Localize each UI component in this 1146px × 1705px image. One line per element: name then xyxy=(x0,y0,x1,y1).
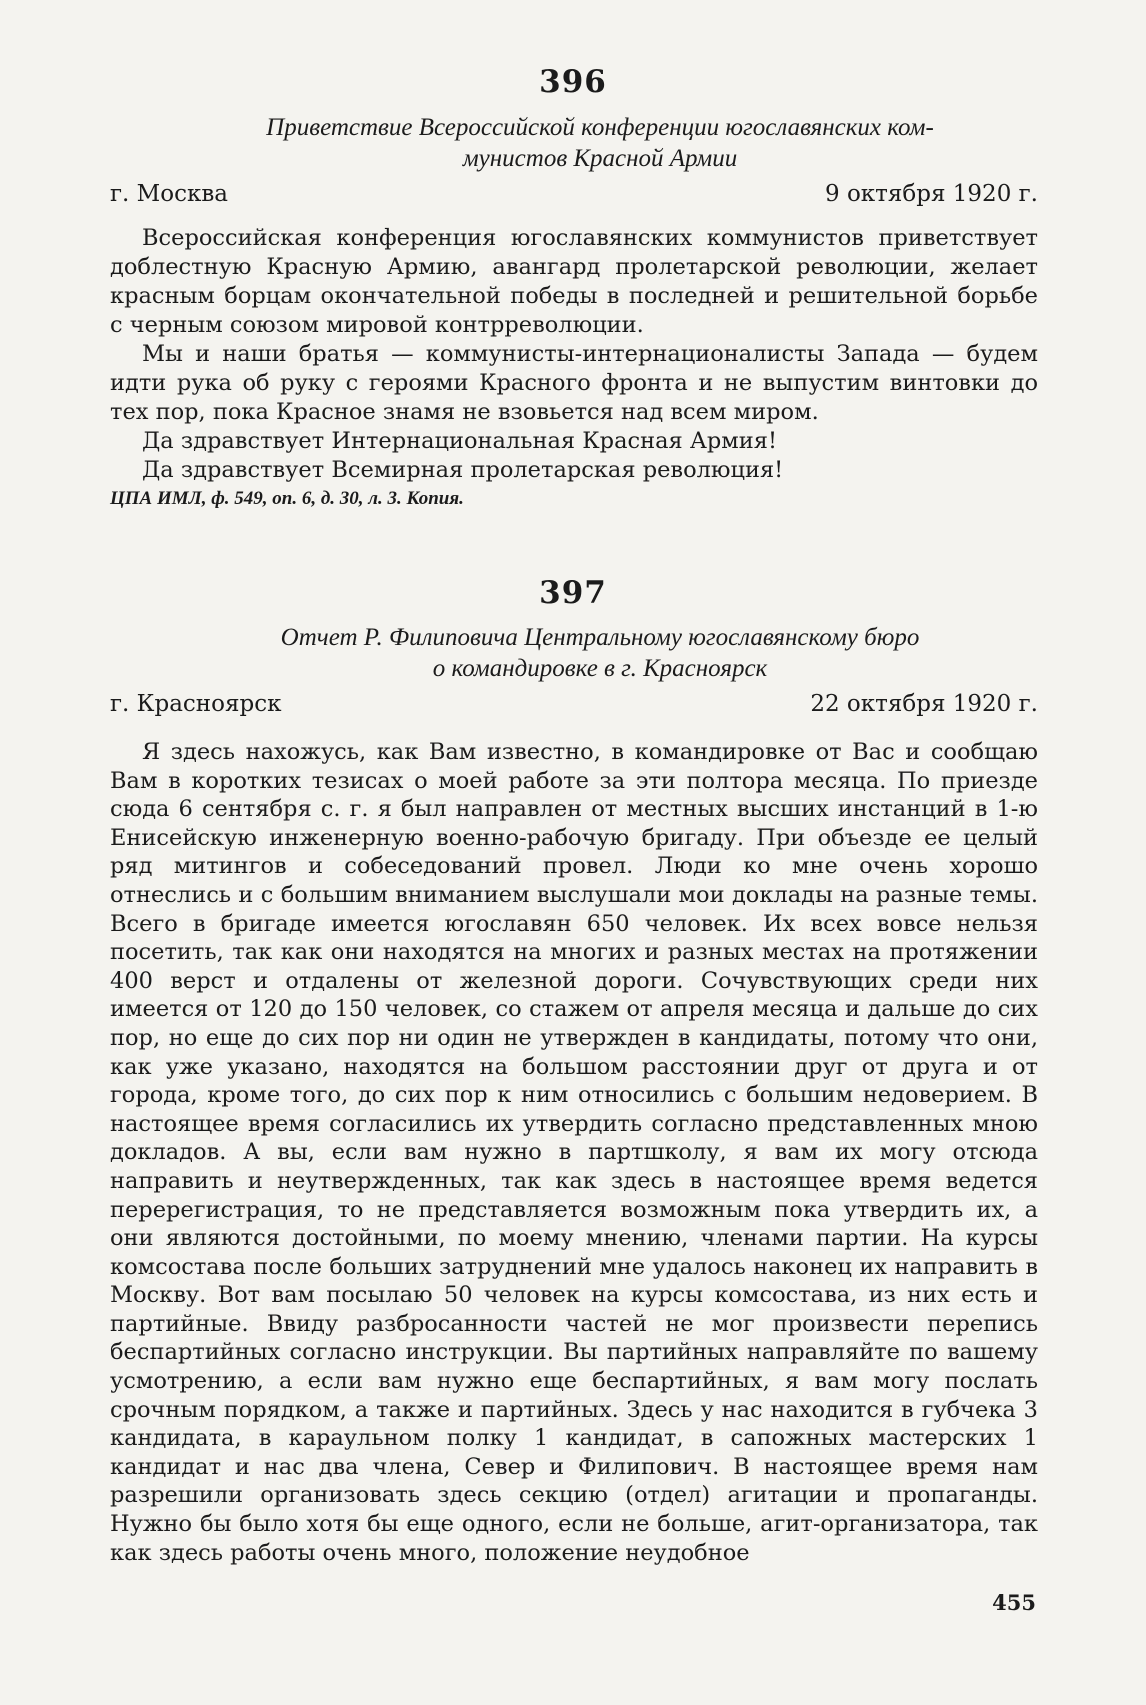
document-title-397 xyxy=(150,622,1050,684)
paragraph: Мы и наши братья — коммунисты-интернационалисты Запада — будем идти рука об руку с героями Красного фронта и не выпустим винтовки до тех пор, пока Красное знамя не взовьется над всем миром. xyxy=(110,341,1038,425)
place: г. Москва xyxy=(110,181,228,207)
title-line: мунистов Красной Армии xyxy=(462,145,738,172)
page-number: 455 xyxy=(992,1590,1036,1615)
date: 9 октября 1920 г. xyxy=(825,181,1038,207)
paragraph: Да здравствует Интернациональная Красная Армия! xyxy=(142,428,778,454)
document-number-397: 397 xyxy=(539,575,607,611)
date: 22 октября 1920 г. xyxy=(810,691,1038,717)
document-body-396 xyxy=(110,224,1038,485)
place-date-row-397 xyxy=(110,690,1038,718)
paragraph: Да здравствует Всемирная пролетарская революция! xyxy=(142,457,784,483)
title-line: Приветствие Всероссийской конференции югославянских ком- xyxy=(266,114,934,141)
document-body-397 xyxy=(110,738,1038,1567)
paragraph: Всероссийская конференция югославянских коммунистов приветствует доблестную Красную Армию, авангард пролетарской революции, желает красным борцам окончательной победы в последней и решительной борьбе с черным союзом мировой контрреволюции. xyxy=(110,225,1038,338)
place-date-row-396 xyxy=(110,180,1038,208)
place: г. Красноярск xyxy=(110,691,282,717)
title-line: Отчет Р. Филиповича Центральному югославянскому бюро xyxy=(280,624,920,651)
paragraph: Я здесь нахожусь, как Вам известно, в командировке от Вас и сообщаю Вам в коротких тезисах о моей работе за эти полтора месяца. По приезде сюда 6 сентября с. г. я был направлен от местных высших инстанций в 1-ю Енисейскую инженерную военно-рабочую бригаду. При объезде ее целый ряд митингов и собеседований провел. Люди ко мне очень хорошо отнеслись и с большим вниманием выслушали мои доклады на разные темы. Всего в бригаде имеется югославян 650 человек. Их всех вовсе нельзя посетить, так как они находятся на многих и разных местах на протяжении 400 верст и отдалены от железной дороги. Сочувствующих среди них имеется от 120 до 150 человек, со стажем от апреля месяца и дальше до сих пор, но еще до сих пор ни один не утвержден в кандидаты, потому что они, как уже указано, находятся на большом расстоянии друг от друга и от города, кроме того, до сих пор к ним относились с большим недоверием. В настоящее время согласились их утвердить согласно представленных мною докладов. А вы, если вам нужно в партшколу, я вам их могу отсюда направить и неутвержденных, так как здесь в настоящее время ведется перерегистрация, то не представляется возможным пока утвердить их, а они являются достойными, по моему мнению, членами партии. На курсы комсостава после больших затруднений мне удалось наконец их направить в Москву. Вот вам посылаю 50 человек на курсы комсостава, из них есть и партийные. Ввиду разбросанности частей не мог произвести перепись беспартийных согласно инструкции. Вы партийных направляйте по вашему усмотрению, а если вам нужно еще беспартийных, я вам могу послать срочным порядком, а также и партийных. Здесь у нас находится в губчека 3 кандидата, в караульном полку 1 кандидат, в сапожных мастерских 1 кандидат и нас два члена, Север и Филипович. В настоящее время нам разрешили организовать здесь секцию (отдел) агитации и пропаганды. Нужно бы было хотя бы еще одного, если не больше, агит-организатора, так как здесь работы очень много, положение неудобное xyxy=(110,739,1038,1566)
document-number-396: 396 xyxy=(539,64,607,100)
title-line: о командировке в г. Красноярск xyxy=(432,655,768,682)
document-title-396 xyxy=(150,112,1050,174)
archive-source-396: ЦПА ИМЛ, ф. 549, оп. 6, д. 30, л. 3. Копия. xyxy=(110,488,464,509)
